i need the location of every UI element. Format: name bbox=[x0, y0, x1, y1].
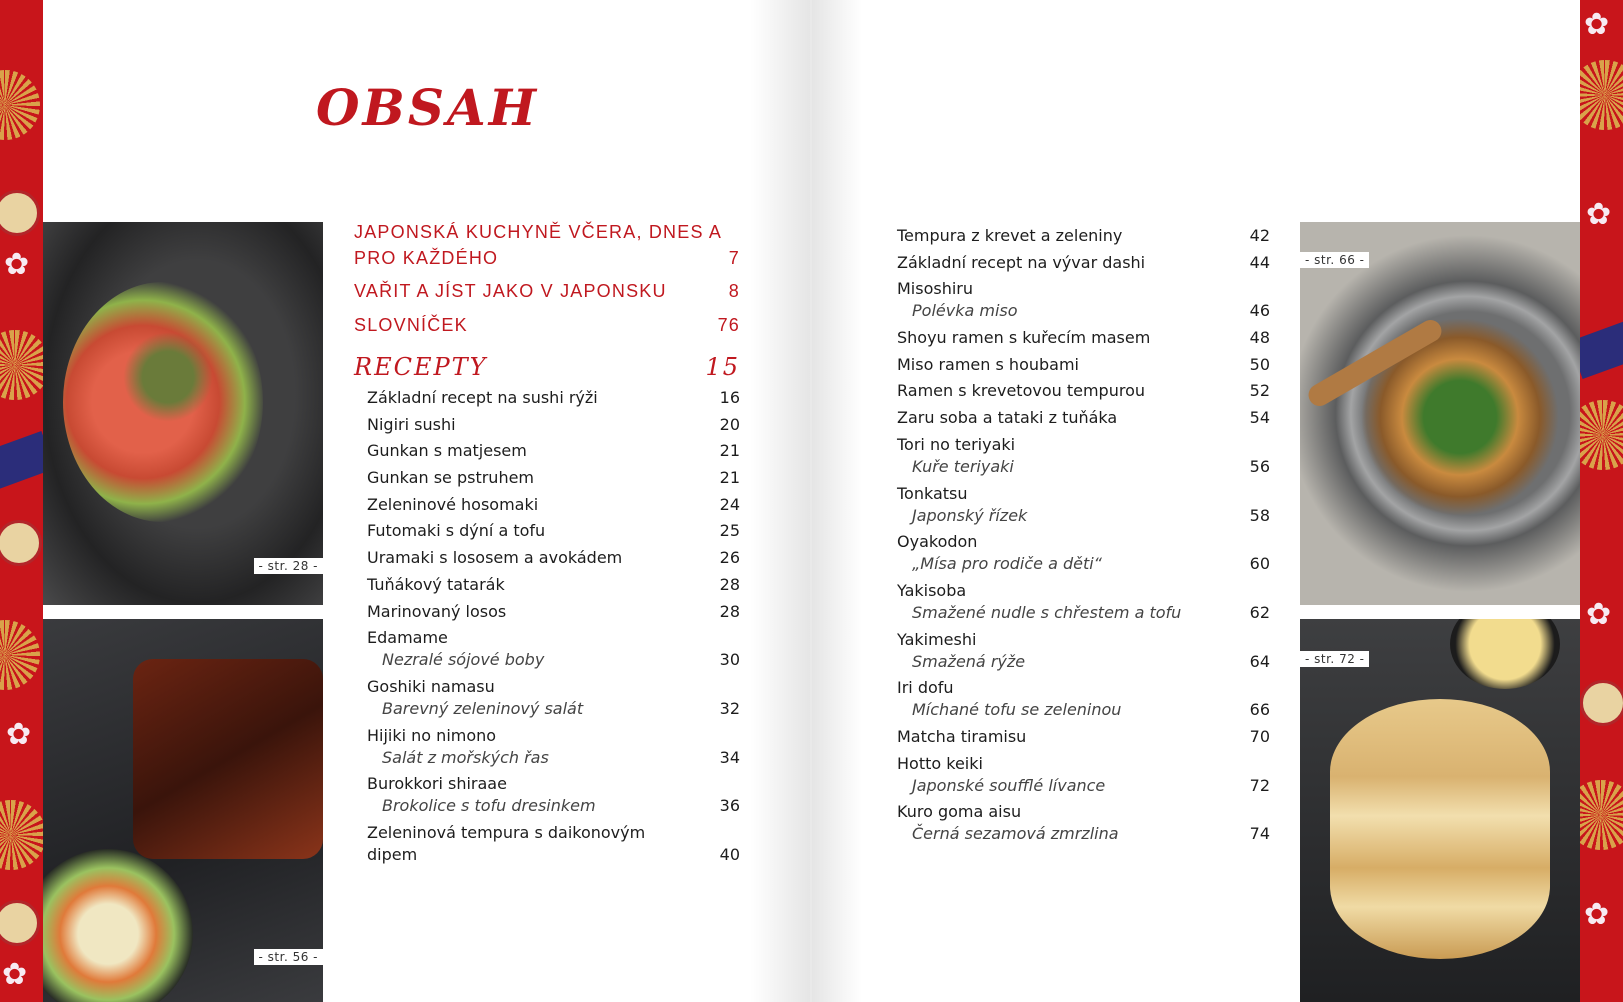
toc-entry[interactable] bbox=[897, 380, 1270, 402]
entry-title: Gunkan se pstruhem bbox=[367, 468, 535, 488]
entry-page: 52 bbox=[1249, 381, 1270, 401]
photo-page-label: - str. 28 - bbox=[254, 558, 323, 574]
toc-entry[interactable] bbox=[897, 531, 1270, 575]
entry-title: Hijiki no nimono bbox=[367, 725, 497, 745]
toc-entry[interactable] bbox=[897, 677, 1270, 721]
entry-subtitle: Smažené nudle s chřestem a tofu bbox=[912, 602, 1182, 622]
toc-entry[interactable] bbox=[897, 629, 1270, 673]
photo-page-label: - str. 66 - bbox=[1300, 252, 1369, 268]
toc-entry[interactable] bbox=[367, 440, 740, 462]
entry-subtitle: Kuře teriyaki bbox=[912, 456, 1014, 476]
entry-page: 36 bbox=[719, 796, 740, 816]
toc-entry[interactable] bbox=[367, 387, 740, 409]
entry-page: 21 bbox=[719, 468, 740, 488]
toc-entry[interactable] bbox=[367, 676, 740, 720]
entry-title: Shoyu ramen s kuřecím masem bbox=[897, 328, 1151, 348]
gutter-shadow bbox=[750, 0, 810, 1002]
entry-page: 60 bbox=[1249, 554, 1270, 574]
entry-title: Edamame bbox=[367, 628, 448, 648]
entry-title: Misoshiru bbox=[897, 279, 974, 299]
entry-title: Základní recept na vývar dashi bbox=[897, 252, 1146, 272]
recipe-list-left bbox=[367, 387, 740, 866]
toc-entry[interactable] bbox=[897, 278, 1270, 322]
toc-entry[interactable] bbox=[897, 354, 1270, 376]
toc-entry[interactable] bbox=[897, 407, 1270, 429]
entry-title: Marinovaný losos bbox=[367, 601, 507, 621]
photo-yakisoba-pan bbox=[1300, 222, 1580, 605]
entry-page: 72 bbox=[1249, 775, 1270, 795]
entry-title: Tori no teriyaki bbox=[897, 434, 1016, 454]
entry-title: Yakisoba bbox=[897, 580, 967, 600]
section-label: RECEPTY bbox=[354, 353, 488, 381]
photo-teriyaki-chicken bbox=[43, 619, 323, 1002]
entry-title: Yakimeshi bbox=[897, 629, 977, 649]
toc-entry[interactable] bbox=[897, 580, 1270, 624]
entry-page: 46 bbox=[1249, 301, 1270, 321]
toc-entry[interactable] bbox=[367, 725, 740, 769]
entry-title: Miso ramen s houbami bbox=[897, 354, 1079, 374]
entry-title: Základní recept na sushi rýži bbox=[367, 388, 598, 407]
toc-entry[interactable] bbox=[367, 520, 740, 542]
entry-page: 30 bbox=[719, 650, 740, 670]
section-label: JAPONSKÁ KUCHYNĚ VČERA, DNES A PRO KAŽDÉHO bbox=[354, 222, 722, 268]
toc-entry[interactable] bbox=[367, 494, 740, 516]
entry-page: 34 bbox=[719, 747, 740, 767]
toc-entry[interactable] bbox=[897, 801, 1270, 845]
section-label: SLOVNÍČEK bbox=[354, 315, 468, 335]
entry-page: 40 bbox=[719, 844, 740, 864]
toc-entry[interactable] bbox=[367, 414, 740, 436]
toc-entry[interactable] bbox=[897, 434, 1270, 478]
recipe-list-right bbox=[897, 225, 1270, 845]
entry-title: Zaru soba a tataki z tuňáka bbox=[897, 408, 1118, 428]
entry-title: Goshiki namasu bbox=[367, 676, 495, 696]
entry-subtitle: Barevný zeleninový salát bbox=[382, 698, 584, 718]
decorative-pattern-strip: ✿ ✿ ✿ ✿ bbox=[1580, 0, 1623, 1002]
section-page: 8 bbox=[728, 281, 740, 301]
entry-title: Matcha tiramisu bbox=[897, 726, 1027, 746]
entry-title: Zeleninové hosomaki bbox=[367, 494, 539, 514]
entry-page: 62 bbox=[1249, 602, 1270, 622]
toc-entry[interactable] bbox=[897, 726, 1270, 748]
entry-title: Ramen s krevetovou tempurou bbox=[897, 381, 1145, 401]
entry-title: Oyakodon bbox=[897, 532, 978, 552]
entry-page: 48 bbox=[1249, 328, 1270, 348]
entry-title: Uramaki s lososem a avokádem bbox=[367, 548, 623, 568]
toc-entry[interactable] bbox=[897, 225, 1270, 247]
entry-page: 74 bbox=[1249, 824, 1270, 844]
entry-subtitle: Smažená rýže bbox=[912, 651, 1026, 671]
entry-subtitle: Polévka miso bbox=[912, 301, 1018, 321]
entry-title: Burokkori shiraae bbox=[367, 774, 507, 794]
toc-section-recipes[interactable] bbox=[354, 352, 740, 382]
entry-page: 25 bbox=[719, 521, 740, 541]
entry-page: 28 bbox=[719, 601, 740, 621]
entry-page: 44 bbox=[1249, 252, 1270, 272]
toc-entry[interactable] bbox=[367, 467, 740, 489]
entry-page: 58 bbox=[1249, 505, 1270, 525]
entry-title: Tuňákový tatarák bbox=[367, 574, 505, 594]
section-label: VAŘIT A JÍST JAKO V JAPONSKU bbox=[354, 281, 667, 301]
photo-page-label: - str. 56 - bbox=[254, 949, 323, 965]
section-page: 7 bbox=[728, 248, 740, 268]
toc-entry[interactable] bbox=[367, 773, 740, 817]
entry-page: 50 bbox=[1249, 354, 1270, 374]
toc-section-cooking[interactable] bbox=[354, 278, 740, 304]
gutter-shadow bbox=[812, 0, 862, 1002]
photo-salmon-tartare bbox=[43, 222, 323, 605]
entry-page: 21 bbox=[719, 441, 740, 461]
toc-entry[interactable] bbox=[897, 483, 1270, 527]
entry-page: 54 bbox=[1249, 408, 1270, 428]
section-page: 76 bbox=[717, 315, 740, 335]
toc-section-history[interactable] bbox=[354, 219, 740, 271]
page-title: OBSAH bbox=[316, 78, 539, 137]
entry-subtitle: Japonský řízek bbox=[912, 505, 1028, 525]
entry-page: 26 bbox=[719, 548, 740, 568]
toc-entry[interactable] bbox=[367, 601, 740, 623]
entry-subtitle: „Mísa pro rodiče a děti“ bbox=[912, 554, 1102, 574]
entry-title: Nigiri sushi bbox=[367, 414, 456, 434]
entry-page: 24 bbox=[719, 494, 740, 514]
entry-page: 42 bbox=[1249, 226, 1270, 245]
entry-title: Kuro goma aisu bbox=[897, 802, 1022, 822]
photo-souffle-pancakes bbox=[1300, 619, 1580, 1002]
entry-title: Tonkatsu bbox=[897, 483, 968, 503]
toc-entry[interactable] bbox=[367, 627, 740, 671]
entry-subtitle: Černá sezamová zmrzlina bbox=[912, 824, 1119, 844]
entry-page: 56 bbox=[1249, 456, 1270, 476]
entry-subtitle: Nezralé sójové boby bbox=[382, 650, 545, 670]
entry-title: Gunkan s matjesem bbox=[367, 441, 527, 461]
photo-page-label: - str. 72 - bbox=[1300, 651, 1369, 667]
section-page: 15 bbox=[705, 353, 740, 381]
entry-page: 16 bbox=[719, 388, 740, 407]
entry-subtitle: Japonské soufflé lívance bbox=[912, 775, 1106, 795]
toc-entry[interactable] bbox=[367, 547, 740, 569]
toc-entry[interactable] bbox=[897, 252, 1270, 274]
entry-title: Tempura z krevet a zeleniny bbox=[897, 226, 1123, 245]
left-page bbox=[0, 0, 810, 1002]
entry-title: Iri dofu bbox=[897, 678, 954, 698]
toc-section-glossary[interactable] bbox=[354, 312, 740, 338]
decorative-pattern-strip: ✿ ✿ ✿ bbox=[0, 0, 43, 1002]
entry-page: 20 bbox=[719, 414, 740, 434]
toc-entry[interactable] bbox=[897, 753, 1270, 797]
entry-subtitle: Brokolice s tofu dresinkem bbox=[382, 796, 596, 816]
entry-page: 32 bbox=[719, 698, 740, 718]
toc-entry[interactable] bbox=[897, 327, 1270, 349]
toc-entry[interactable] bbox=[367, 574, 740, 596]
entry-title: Hotto keiki bbox=[897, 753, 983, 773]
entry-page: 64 bbox=[1249, 651, 1270, 671]
toc-entry[interactable] bbox=[367, 822, 740, 866]
entry-page: 70 bbox=[1249, 726, 1270, 746]
entry-title: Zeleninová tempura s daikonovým dipem bbox=[367, 822, 646, 864]
entry-title: Futomaki s dýní a tofu bbox=[367, 521, 546, 541]
entry-subtitle: Míchané tofu se zeleninou bbox=[912, 700, 1122, 720]
entry-page: 28 bbox=[719, 574, 740, 594]
right-page bbox=[812, 0, 1623, 1002]
entry-page: 66 bbox=[1249, 700, 1270, 720]
entry-subtitle: Salát z mořských řas bbox=[382, 747, 549, 767]
